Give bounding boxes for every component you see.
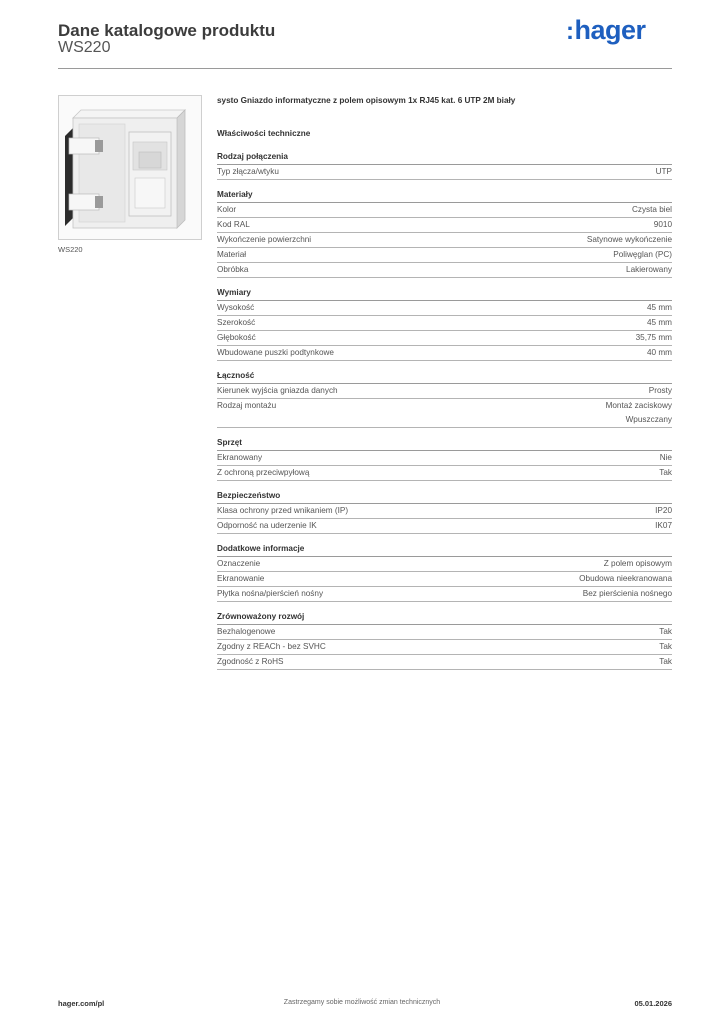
spec-value-line: Tak — [659, 642, 672, 651]
spec-value-line: 45 mm — [646, 318, 672, 327]
spec-sections — [217, 150, 672, 670]
spec-label: Ekranowany — [217, 453, 263, 462]
section-title: Dodatkowe informacje — [217, 542, 672, 557]
spec-value-line: Wpuszczany — [625, 415, 672, 424]
spec-value-line: IK07 — [655, 521, 672, 530]
spec-label: Kolor — [217, 205, 237, 214]
spec-row — [217, 233, 672, 248]
spec-value — [655, 504, 672, 518]
spec-label: Zgodność z RoHS — [217, 657, 284, 666]
spec-value — [659, 466, 672, 480]
spec-section — [217, 150, 672, 180]
spec-value-line: 40 mm — [646, 348, 672, 357]
spec-value-line: Satynowe wykończenie — [586, 235, 672, 244]
spec-label: Kod RAL — [217, 220, 250, 229]
spec-value-line: Prosty — [648, 386, 672, 395]
spec-label: Bezhalogenowe — [217, 627, 276, 636]
section-title: Materiały — [217, 188, 672, 203]
spec-label: Odporność na uderzenie IK — [217, 521, 317, 530]
image-caption: WS220 — [58, 245, 83, 254]
spec-content — [217, 94, 672, 678]
spec-row — [217, 504, 672, 519]
spec-section — [217, 369, 672, 428]
spec-label: Płytka nośna/pierścień nośny — [217, 589, 324, 598]
spec-value — [647, 346, 672, 360]
spec-row — [217, 165, 672, 180]
spec-row — [217, 384, 672, 399]
spec-section — [217, 610, 672, 670]
product-image — [58, 95, 202, 240]
spec-value-line: Montaż zaciskowy — [605, 401, 672, 410]
spec-row — [217, 301, 672, 316]
spec-value — [659, 640, 672, 654]
spec-value-line: UTP — [655, 167, 672, 176]
spec-row — [217, 263, 672, 278]
spec-value-line: Poliwęglan (PC) — [613, 250, 672, 259]
spec-row — [217, 655, 672, 670]
spec-section — [217, 489, 672, 534]
spec-label: Oznaczenie — [217, 559, 261, 568]
section-title: Bezpieczeństwo — [217, 489, 672, 504]
spec-value — [654, 218, 672, 232]
header-divider — [58, 68, 672, 69]
spec-value-line: IP20 — [655, 506, 672, 515]
spec-value-line: 45 mm — [646, 303, 672, 312]
spec-value — [613, 248, 672, 262]
spec-label: Ekranowanie — [217, 574, 265, 583]
section-title: Wymiary — [217, 286, 672, 301]
section-title: Sprzęt — [217, 436, 672, 451]
spec-value-line: Tak — [659, 627, 672, 636]
spec-value — [647, 316, 672, 330]
spec-value-line: Obudowa nieekranowana — [579, 574, 672, 583]
spec-value — [649, 384, 672, 398]
spec-value — [636, 331, 672, 345]
spec-section — [217, 542, 672, 602]
spec-label: Wbudowane puszki podtynkowe — [217, 348, 334, 357]
spec-value-line: Tak — [659, 657, 672, 666]
spec-value-line: 35,75 mm — [635, 333, 672, 342]
spec-section — [217, 188, 672, 278]
spec-value — [656, 165, 672, 179]
spec-row — [217, 316, 672, 331]
spec-row — [217, 399, 672, 428]
spec-label: Z ochroną przeciwpyłową — [217, 468, 310, 477]
hager-logo: :hager — [566, 15, 646, 45]
spec-label: Zgodny z REACh - bez SVHC — [217, 642, 326, 651]
spec-row — [217, 451, 672, 466]
spec-value — [583, 587, 672, 601]
logo-text: hager — [574, 15, 646, 45]
section-title: Łączność — [217, 369, 672, 384]
spec-value-line: Tak — [659, 468, 672, 477]
spec-section — [217, 286, 672, 361]
footer-disclaimer: Zastrzegamy sobie możliwość zmian technicznych — [283, 999, 441, 1006]
spec-label: Klasa ochrony przed wnikaniem (IP) — [217, 506, 349, 515]
footer-date: 05.01.2026 — [634, 999, 672, 1008]
spec-row — [217, 572, 672, 587]
section-title: Rodzaj połączenia — [217, 150, 672, 165]
spec-label: Szerokość — [217, 318, 256, 327]
spec-row — [217, 203, 672, 218]
spec-row — [217, 640, 672, 655]
spec-value — [659, 655, 672, 669]
spec-row — [217, 248, 672, 263]
spec-value — [579, 572, 672, 586]
spec-label: Obróbka — [217, 265, 249, 274]
spec-value — [659, 625, 672, 639]
spec-value — [647, 301, 672, 315]
spec-value-line: 9010 — [653, 220, 672, 229]
spec-value — [632, 203, 672, 217]
page-title: Dane katalogowe produktu — [58, 21, 276, 40]
section-title: Zrównoważony rozwój — [217, 610, 672, 625]
spec-row — [217, 587, 672, 602]
spec-value-line: Nie — [659, 453, 672, 462]
spec-value — [604, 557, 672, 571]
spec-label: Materiał — [217, 250, 247, 259]
spec-value-line: Z polem opisowym — [603, 559, 672, 568]
technical-properties-heading: Właściwości techniczne — [217, 129, 311, 138]
product-code: WS220 — [58, 39, 111, 56]
spec-row — [217, 625, 672, 640]
product-illustration — [59, 96, 201, 239]
spec-label: Głębokość — [217, 333, 256, 342]
spec-row — [217, 218, 672, 233]
spec-value — [587, 233, 672, 247]
spec-value-line: Lakierowany — [626, 265, 672, 274]
spec-row — [217, 331, 672, 346]
spec-value — [655, 519, 672, 533]
spec-section — [217, 436, 672, 481]
spec-label: Wysokość — [217, 303, 255, 312]
spec-value — [626, 263, 672, 277]
spec-label: Wykończenie powierzchni — [217, 235, 312, 244]
spec-row — [217, 557, 672, 572]
footer-website: hager.com/pl — [58, 999, 105, 1008]
spec-row — [217, 519, 672, 534]
spec-value — [606, 399, 672, 427]
spec-label: Kierunek wyjścia gniazda danych — [217, 386, 338, 395]
spec-value-line: Bez pierścienia nośnego — [582, 589, 672, 598]
spec-value-line: Czysta biel — [631, 205, 672, 214]
spec-value — [660, 451, 672, 465]
spec-label: Rodzaj montażu — [217, 401, 277, 410]
spec-row — [217, 346, 672, 361]
product-title: systo Gniazdo informatyczne z polem opisowym 1x RJ45 kat. 6 UTP 2M biały — [217, 96, 516, 105]
spec-row — [217, 466, 672, 481]
spec-label: Typ złącza/wtyku — [217, 167, 279, 176]
